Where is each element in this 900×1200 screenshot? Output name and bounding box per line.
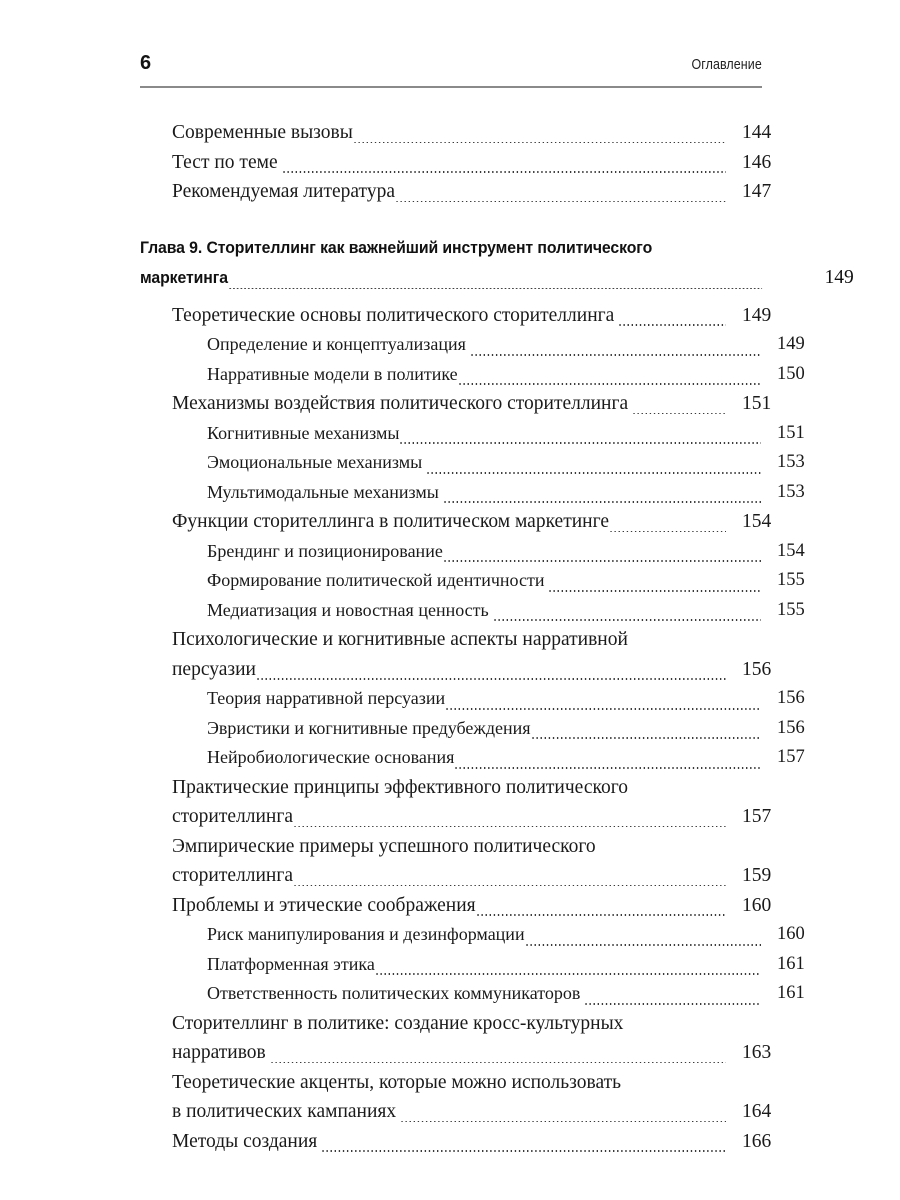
toc-entry-text [172,507,726,537]
toc-entry-label: Функции сторителлинга в политическом маркетинге [172,511,609,532]
chapter-spacer [140,207,762,233]
toc-entry-line: Теоретические акценты, которые можно использовать [172,1071,622,1093]
dot-leader [228,276,762,293]
dot-leader [548,578,761,596]
toc-entry-page-number: 155 [777,599,805,620]
dot-leader [443,489,761,507]
toc-entry-label: Платформенная этика [207,953,375,974]
table-of-contents [140,118,854,1156]
toc-entry-line [207,448,761,478]
toc-entry[interactable] [207,979,829,1009]
dot-leader [256,665,726,685]
toc-entry-text [207,920,761,950]
toc-entry-line [172,1097,726,1127]
toc-entry-label: сторителлинга [172,806,294,827]
toc-entry-line: Эмпирические примеры успешного политического [172,835,596,857]
toc-entry-label: Эмоциональные механизмы [207,452,423,472]
toc-entry-label: Современные вызовы [172,122,353,143]
dot-leader [493,607,761,625]
dot-leader [443,548,761,566]
toc-entry-label: персуазии [172,658,256,680]
toc-entry-page-number: 157 [777,747,805,767]
toc-entry-line [172,861,726,891]
dot-leader [445,696,761,714]
toc-entry-line [207,330,761,360]
toc-entry[interactable] [207,566,829,596]
toc-entry-page-number: 155 [777,570,805,590]
toc-entry-page-number: 160 [777,924,805,944]
toc-entry-label: Мультимодальные механизмы [207,481,439,502]
toc-entry-label: в политических кампаниях [172,1101,397,1122]
toc-entry-page-number: 149 [742,304,772,326]
dot-leader [470,342,761,360]
header-section-title: Оглавление [691,57,762,73]
toc-entry-page-number: 153 [777,452,805,472]
toc-entry-line [207,566,761,596]
toc-entry-line [207,979,761,1009]
dot-leader [321,1137,726,1157]
toc-entry-line [140,263,762,293]
toc-entry-label: Ответственность политических коммуникаторов [207,983,581,1003]
toc-entry-line [172,1127,726,1157]
toc-entry-page-number: 154 [742,511,772,532]
toc-entry[interactable] [207,743,829,773]
toc-entry-page-number: 166 [742,1130,772,1152]
toc-entry-text [172,389,726,419]
toc-entry-text [207,478,761,508]
toc-entry-line [207,360,761,390]
toc-entry[interactable] [172,389,794,419]
toc-entry-text [207,596,761,626]
toc-entry-label: Проблемы и этические соображения [172,894,476,916]
toc-entry-label: Методы создания [172,1130,318,1152]
toc-entry-text [207,419,761,449]
dot-leader [293,871,726,891]
toc-entry-text [172,1068,726,1127]
toc-entry[interactable] [172,177,794,207]
toc-entry-line [172,507,726,537]
toc-entry-label: Формирование политической идентичности [207,570,545,590]
toc-entry-text [207,979,761,1009]
toc-entry-text [207,684,761,714]
toc-entry-text [140,233,762,293]
toc-entry-label: Нарративные модели в политике [207,363,458,384]
toc-entry[interactable] [172,301,794,331]
toc-entry-line [207,419,761,449]
toc-entry-text [172,301,726,331]
dot-leader [400,1107,726,1127]
toc-entry[interactable] [172,118,794,148]
toc-entry[interactable] [207,537,829,567]
toc-entry[interactable] [207,419,829,449]
toc-entry-text [172,891,726,921]
toc-entry-text [207,537,761,567]
toc-entry[interactable] [172,1127,794,1157]
toc-entry-page-number: 149 [777,334,805,354]
dot-leader [632,399,726,419]
toc-entry-label: Тест по теме [172,151,278,173]
toc-entry-text [207,330,761,360]
toc-entry-line: Практические принципы эффективного политического [172,776,628,798]
running-header [140,52,762,75]
toc-entry[interactable] [207,684,829,714]
toc-entry-text [207,743,761,773]
toc-entry[interactable] [172,1009,794,1068]
toc-entry-page-number: 151 [777,422,805,443]
toc-entry-label: Риск манипулирования и дезинформации [207,924,525,944]
toc-entry-page-number: 164 [742,1101,772,1122]
toc-entry[interactable] [172,773,794,832]
toc-entry-line [172,301,726,331]
toc-entry-line [172,148,726,178]
dot-leader [618,311,726,331]
toc-entry-label: Медиатизация и новостная ценность [207,599,489,620]
toc-entry[interactable] [172,1068,794,1127]
toc-entry-label: Рекомендуемая литература [172,181,395,202]
toc-entry-line [207,596,761,626]
toc-entry-line [172,891,726,921]
toc-entry-page-number: 150 [777,363,805,384]
toc-entry[interactable] [172,891,794,921]
dot-leader [426,460,761,478]
toc-entry[interactable] [172,625,794,684]
toc-entry-page-number: 153 [777,481,805,502]
toc-entry-page-number: 154 [777,540,805,561]
dot-leader [395,187,726,207]
toc-entry[interactable] [207,360,829,390]
toc-entry-page-number: 156 [777,688,805,708]
toc-entry-label: Нейробиологические основания [207,747,455,767]
toc-entry-line: Глава 9. Сторителлинг как важнейший инструмент политического [140,237,653,257]
toc-entry[interactable] [207,596,829,626]
toc-entry-page-number: 151 [742,393,772,414]
dot-leader [270,1048,726,1068]
toc-entry-text [172,1127,726,1157]
toc-entry-text [172,177,726,207]
toc-entry-text [172,773,726,832]
toc-entry-page-number: 161 [777,953,805,974]
toc-entry-page-number: 161 [777,983,805,1003]
toc-entry-text [207,714,761,744]
dot-leader [458,371,761,389]
toc-entry-label: сторителлинга [172,865,294,886]
toc-entry-page-number: 163 [742,1042,772,1063]
chapter-spacer [140,293,762,301]
toc-entry-page-number: 156 [742,658,772,680]
dot-leader [282,158,726,178]
dot-leader [454,755,761,773]
toc-entry-text [172,832,726,891]
toc-chapter-entry[interactable] [140,233,854,293]
toc-entry-text [207,448,761,478]
toc-entry-line [172,389,726,419]
toc-entry-line [207,714,761,744]
toc-entry-line: Сторителлинг в политике: создание кросс-культурных [172,1012,624,1034]
toc-entry-page-number: 156 [777,717,805,738]
dot-leader [525,932,761,950]
toc-entry-label: Эвристики и когнитивные предубеждения [207,717,531,738]
dot-leader [353,128,726,148]
dot-leader [399,430,761,448]
toc-entry-line [207,950,761,980]
toc-entry-page-number: 149 [824,266,854,288]
toc-entry-page-number: 147 [742,181,772,202]
toc-entry-page-number: 144 [742,122,772,143]
toc-entry[interactable] [207,478,829,508]
toc-entry-label: Теория нарративной персуазии [207,688,446,708]
toc-entry[interactable] [207,714,829,744]
dot-leader [476,901,726,921]
toc-entry-text [172,148,726,178]
toc-entry-page-number: 160 [742,894,772,916]
toc-entry-page-number: 146 [742,151,772,173]
toc-entry[interactable] [207,448,829,478]
toc-entry-label: Теоретические основы политического сторителлинга [172,304,615,326]
toc-entry-text [172,625,726,684]
toc-entry-line [172,118,726,148]
header-rule [140,86,762,88]
toc-entry-page-number: 159 [742,865,772,886]
toc-entry[interactable] [207,920,829,950]
toc-entry[interactable] [172,832,794,891]
toc-entry-label: Определение и концептуализация [207,334,466,354]
toc-entry-line [207,920,761,950]
toc-entry-text [207,360,761,390]
toc-entry-text [207,950,761,980]
toc-entry-line [172,802,726,832]
dot-leader [609,517,726,537]
toc-entry-label: Когнитивные механизмы [207,422,400,443]
toc-entry-line [207,684,761,714]
toc-entry-line [172,1038,726,1068]
toc-entry[interactable] [207,950,829,980]
dot-leader [531,725,761,743]
toc-entry-line [172,177,726,207]
dot-leader [293,812,726,832]
toc-entry-text [172,1009,726,1068]
dot-leader [375,961,761,979]
toc-entry-line [207,478,761,508]
dot-leader [584,991,761,1009]
toc-entry[interactable] [207,330,829,360]
toc-entry[interactable] [172,507,794,537]
toc-entry-line [172,655,726,685]
toc-entry[interactable] [172,148,794,178]
toc-entry-text [172,118,726,148]
toc-entry-label: Брендинг и позиционирование [207,540,443,561]
toc-entry-line: Психологические и когнитивные аспекты нарративной [172,629,628,650]
toc-entry-line [207,537,761,567]
toc-entry-text [207,566,761,596]
toc-entry-label: маркетинга [140,267,228,287]
toc-entry-label: нарративов [172,1042,266,1063]
page-number: 6 [140,52,152,74]
toc-entry-line [207,743,761,773]
toc-entry-page-number: 157 [742,806,772,827]
toc-entry-label: Механизмы воздействия политического сторителлинга [172,393,629,414]
